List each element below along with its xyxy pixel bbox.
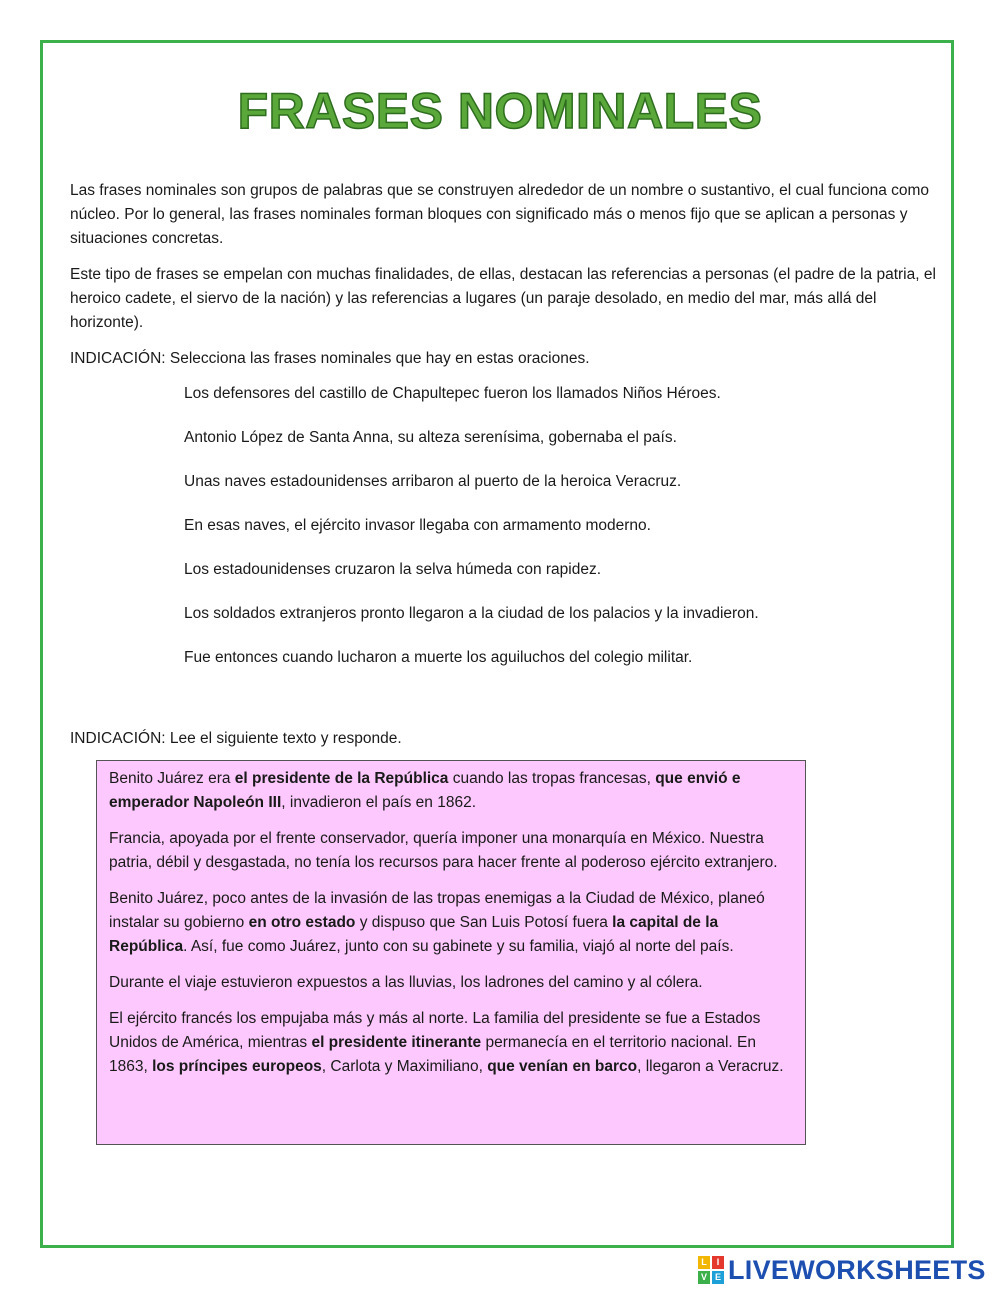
reading-paragraph-2: Francia, apoyada por el frente conservador, quería imponer una monarquía en México. Nuestra patria, débil y desgastada, no tenía los recursos para hacer frente al poderoso ejército extranjero. [109,830,778,871]
reading-paragraph-3: Benito Juárez, poco antes de la invasión de las tropas enemigas a la Ciudad de México, planeó instalar su gobierno en otro estado y dispuso que San Luis Potosí fuera la capital de la República. Así, fue como Juárez, junto con su gabinete y su familia, viajó al norte del país. [109,890,765,955]
reading-paragraph-1: Benito Juárez era el presidente de la República cuando las tropas francesas, que envió e emperador Napoleón III, invadieron el país en 1862. [109,770,741,811]
sentence-6[interactable]: Los soldados extranjeros pronto llegaron a la ciudad de los palacios y la invadieron. [184,605,759,622]
bold-phrase: que venían en barco [487,1058,638,1075]
sentence-7[interactable]: Fue entonces cuando lucharon a muerte los aguiluchos del colegio militar. [184,649,693,666]
reading-paragraph-5: El ejército francés los empujaba más y más al norte. La familia del presidente se fue a Estados Unidos de América, mientras el presidente itinerante permanecía en el territorio nacional. En 1863, los príncipes europeos, Carlota y Maximiliano, que venían en barco, llegaron a Veracruz. [109,1010,784,1075]
bold-phrase: el presidente de la República [234,770,449,787]
logo-text: LIVEWORKSHEETS [728,1254,986,1285]
intro-paragraph-1: Las frases nominales son grupos de palabras que se construyen alrededor de un nombre o sustantivo, el cual funciona como núcleo. Por lo general, las frases nominales forman bloques con significado más o menos fijo que se aplican a personas y situaciones concretas. [70,182,930,247]
reading-paragraph-4: Durante el viaje estuvieron expuestos a las lluvias, los ladrones del camino y al cólera. [109,974,703,991]
liveworksheets-logo [698,1255,986,1285]
bold-phrase: la capital de la República [109,914,719,955]
bold-phrase: que envió e emperador Napoleón III [109,770,741,811]
sentence-5[interactable]: Los estadounidenses cruzaron la selva húmeda con rapidez. [184,561,602,578]
page-title: FRASES NOMINALES [237,83,763,139]
sentence-4[interactable]: En esas naves, el ejército invasor llegaba con armamento moderno. [184,517,651,534]
instruction-select: INDICACIÓN: Selecciona las frases nominales que hay en estas oraciones. [70,350,590,367]
reading-box [96,760,806,1145]
sentence-1[interactable]: Los defensores del castillo de Chapultepec fueron los llamados Niños Héroes. [184,385,721,402]
bold-phrase: el presidente itinerante [311,1034,482,1051]
sentence-2[interactable]: Antonio López de Santa Anna, su alteza serenísima, gobernaba el país. [184,429,677,446]
bold-phrase: en otro estado [248,914,356,931]
intro-paragraph-2: Este tipo de frases se empelan con muchas finalidades, de ellas, destacan las referencias a personas (el padre de la patria, el heroico cadete, el siervo de la nación) y las referencias a lugares (un paraje desolado, en medio del mar, más allá del horizonte). [70,266,936,331]
sentence-3[interactable]: Unas naves estadounidenses arribaron al puerto de la heroica Veracruz. [184,473,682,490]
logo-blocks-icon: L I V E [698,1256,724,1284]
instruction-read: INDICACIÓN: Lee el siguiente texto y responde. [70,730,402,747]
bold-phrase: los príncipes europeos [152,1058,322,1075]
